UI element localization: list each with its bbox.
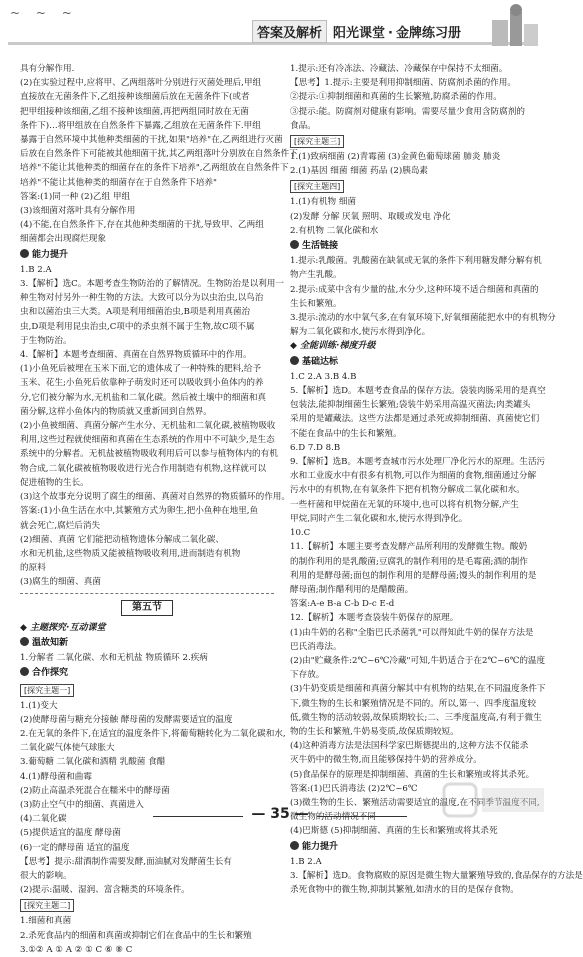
text-line: 酵母菌;制作醋利用的是醋酸菌。 [290,584,414,595]
right-column [290,62,583,897]
text-line: 玉米、花生;小鱼死后依靠种子萌发时还可以吸收到小鱼体内的养 [20,378,264,389]
answer-badge: 答案及解析 [252,20,327,43]
text-line: 1.提示:乳酸菌。乳酸菌在缺氧或无氧的条件下利用糖发酵分解有机 [290,256,542,267]
text-line: (3)牛奶变质是细菌和真菌分解其中有机物的结果,在不同温度条件下 [290,684,546,695]
text-line: 3.【解析】选C。本题考查生物防治的了解情况。生物防治是以利用一 [20,279,284,290]
title-separator: · [388,26,393,41]
text-line: ②提示:①抑制细菌和真菌的生长繁殖,防腐杀菌的作用。 [290,92,502,103]
text-line: (3)这个故事充分说明了腐生的细菌、真菌对自然界的物质循环的作用。 [20,492,290,503]
text-line: 一些杆菌和甲烷菌在无氧的环境中,也可以将有机物分解,产生 [290,499,519,510]
text-line: 12.【解析】本题考查袋装牛奶保存的原理。 [290,613,459,624]
text-line: 2.杀死食品内的细菌和真菌或抑制它们在食品中的生长和繁殖 [20,930,252,941]
text-line: 下存放。 [290,670,325,681]
text-line: 细菌都会出现腐烂现象 [20,234,106,245]
text-line: 1.C 2.A 3.B 4.B [290,371,357,382]
text-line: 3.提示:流动的水中氧气多,在有氧环境下,好氧细菌能把水中的有机物分 [290,313,556,324]
text-line: 物的生长和繁殖,牛奶易变质,故保质期较短。 [290,726,459,737]
text-line: 污水中的有机物,在有氧条件下把有机物分解成二氧化碳和水。 [290,485,525,496]
section-heading [20,248,68,262]
band-heading: ◆ 全能训练·梯度升级 [290,341,376,352]
text-line: 生长和繁殖。 [290,298,342,309]
section-heading-text: 能力提升 [32,249,69,260]
text-line: (2)使酵母菌与糖充分接触 酵母菌的发酵需要适宜的温度 [20,714,233,725]
text-line: 3.①② A ① A ② ① C ⑥ ⑧ C [20,944,133,955]
section-bullet-icon [290,841,299,850]
text-line: 食品。 [290,120,316,131]
text-line: 1.细菌和真菌 [20,916,72,927]
topic-label: [探究主题四] [290,180,344,193]
text-line: 杀死食物中的微生物,抑制其繁殖,如清水的目的是保存食物。 [290,885,519,896]
text-line: 二氧化碳气体使气球胀大 [20,743,115,754]
section-bullet-icon [290,356,299,365]
section-heading [290,840,338,854]
text-line: (1)由牛奶的名称"全脂巴氏杀菌乳"可以得知此牛奶的保存方法是 [290,627,534,638]
text-line: 后放在自然条件下可能被其他细菌干扰,其乙两组落叶分别放在自然条件下 [20,149,298,160]
text-line: (2)由"贮藏条件:2℃~6℃冷藏"可知,牛奶适合于在2℃~6℃的温度 [290,655,546,666]
text-line: 虫,D项是利用昆虫治虫,C项中的杀虫剂不属于生物,故C项不属 [20,321,255,332]
section-heading [20,636,68,650]
text-line: 1.(1)有机物 细菌 [290,197,357,208]
section-heading [20,666,68,680]
watermark-logo-icon [440,778,550,826]
text-line: (5)提供适宜的温度 酵母菌 [20,828,121,839]
section-bullet-icon [20,637,29,646]
text-line: 把甲组接种该细菌,乙组不接种该细菌,再把两组同时放在无菌 [20,106,249,117]
text-line: (4)巴斯德 (5)抑制细菌、真菌的生长和繁殖或将其杀死 [290,826,498,837]
text-line: (2)防止高温杀死混合在糯米中的酵母菌 [20,785,170,796]
text-line: 灭牛奶中的微生物,而且能够保持牛奶的营养成分。 [290,755,482,766]
text-line: 11.【解析】本题主要考查发酵产品所利用的发酵微生物。酸奶 [290,542,528,553]
text-line: 促进植物的生长。 [20,477,89,488]
text-line: (2)在实验过程中,应将甲、乙两组落叶分别进行灭菌处理后,甲组 [20,78,262,89]
text-line: 3.【解析】选D。食物腐败的原因是微生物大量繁殖导致的,食品保存的方法是 [290,870,583,881]
text-line: 9.【解析】选B。本题考查城市污水处理厂净化污水的原理。生活污 [290,457,546,468]
text-line: 2.有机物 二氧化碳和水 [290,225,379,236]
text-line: 10.C [290,528,311,539]
text-line: 答案:(1)巴氏消毒法 (2)2℃~6℃ [290,783,418,794]
text-line: 菌分解,这样小鱼体内的物质就又重新回到自然界。 [20,406,212,417]
text-line: 3.葡萄糖 二氧化碳和酒精 乳酸菌 食醋 [20,757,166,768]
section-divider [20,593,274,595]
text-line: 物产生乳酸。 [290,270,342,281]
section-heading-text: 能力提升 [302,841,339,852]
text-line: 2.提示:成菜中含有少量的盐,水分少,这种环境不适合细菌和真菌的 [290,284,539,295]
title-part-a: 阳光课堂 [333,26,386,41]
text-line: (4)这种消毒方法是法国科学家巴斯德提出的,这种方法不仅能杀 [290,741,529,752]
text-line: 利用,这些过程就使细菌和真菌在生态系统的作用中不可缺少,是生态 [20,435,275,446]
text-line: 系统中的分解者。无机盐被植物吸收利用后可以参与植物体内的有机 [20,449,278,460]
text-line: 采用的是罐藏法。这些方法都是通过杀死或抑制细菌、真菌使它们 [290,414,540,425]
text-line: 答案:(1)同一种 (2)乙组 甲组 [20,191,131,202]
section-bullet-icon [290,240,299,249]
text-line: 2.(1)基因 细菌 细菌 药品 (2)胰岛素 [290,166,429,177]
text-line: 就会死亡,腐烂后消失 [20,520,101,531]
text-line: (6)一定的酵母菌 适宜的温度 [20,842,130,853]
text-line: (3)腐生的细菌、真菌 [20,577,101,588]
text-line: 下,微生物的生长和繁殖情况是不同的。所以,第一、四季度温度较 [290,698,537,709]
section-heading-text: 温故知新 [32,637,69,648]
text-line: (4)二氧化碳 [20,814,67,825]
text-line: (2)提示:温暖、湿润、富含糖类的环境条件。 [20,885,190,896]
text-line: (2)小鱼被细菌、真菌分解产生水分、无机盐和二氧化碳,被植物吸收 [20,421,276,432]
text-line: 培养"不能让其他种类的细菌存在于自然条件下培养" [20,177,217,188]
text-line: 培养"不能让其他种类的细菌存在的条件下培养",乙两组放在自然条件下 [20,163,289,174]
text-line: 的制作利用的是乳酸菌;豆腐乳的制作利用的是毛霉菌;酒的制作 [290,556,528,567]
text-line: (4)不能,在自然条件下,存在其他种类细菌的干扰,导致甲、乙两组 [20,220,264,231]
section-heading [290,239,338,253]
book-title [252,20,461,43]
text-line: 【思考】1.提示:主要是利用抑制细菌、防腐剂杀菌的作用。 [290,78,516,89]
text-line: 条件下)…将甲组放在自然条件下暴露,乙组放在无菌条件下.甲组 [20,120,261,131]
text-line: 水和无机盐,这些物质又能被植物吸收利用,进而制造有机物 [20,548,241,559]
page-header [0,0,563,56]
text-line: 于生物防治。 [20,335,72,346]
text-line: 物合成,二氧化碳被植物吸收进行光合作用制造有机物,这样就可以 [20,463,267,474]
text-line: 暴露于自然环境中其他种类细菌的干扰,如果"培养"在,乙两组进行灭菌 [20,135,283,146]
building-illustration-icon [484,2,542,46]
text-line: 水和工业废水中有很多有机物,可以作为细菌的食物,细菌通过分解 [290,471,537,482]
birds-icon: ~ ~ ~ [10,6,78,20]
section-bullet-icon [20,667,29,676]
section-heading [290,355,338,369]
text-line: ③提示:能。防腐剂对健康有影响。需要尽量少食用含防腐剂的 [290,106,525,117]
topic-label: [探究主题二] [20,899,74,912]
text-line: 1.(1)致病细菌 (2)青霉菌 (3)金黄色葡萄球菌 肺炎 肺炎 [290,152,501,163]
band-heading: ◆ 主题探究·互动课堂 [20,622,106,633]
text-line: 5.【解析】选D。本题考查食品的保存方法。袋装肉肠采用的是真空 [290,386,546,397]
text-line: 【思考】提示:甜酒制作需要发酵,面油腻对发酵菌生长有 [20,856,232,867]
text-line: 分,它们被分解为水,无机盐和二氧化碳。然后被土壤中的细菌和真 [20,392,267,403]
text-line: 4.【解析】本题考查细菌、真菌在自然界物质循环中的作用。 [20,350,252,361]
topic-label: [探究主题一] [20,684,74,697]
text-line: 巴氏消毒法。 [290,641,342,652]
text-line: 解为二氧化碳和水,使污水得到净化。 [290,327,431,338]
text-line: 具有分解作用. [20,64,75,74]
text-line: 1.分解者 二氧化碳、水和无机盐 物质循环 2.疾病 [20,653,208,664]
text-line: 很大的影响。 [20,870,72,881]
text-line: 的原料 [20,563,46,574]
section-bullet-icon [20,249,29,258]
topic-label: [探究主题三] [290,135,344,148]
text-line: (2)细菌、真菌 它们能把动植物遗体分解成二氧化碳、 [20,534,224,545]
text-line: 1.B 2.A [290,856,322,867]
text-line: 直接放在无菌条件下,乙组接种该细菌后放在无菌条件下(或者 [20,92,250,103]
text-line: (3)防止空气中的细菌、真菌进入 [20,799,144,810]
text-line: 2.在无氧的条件下,在适宜的温度条件下,将葡萄糖转化为二氧化碳和水, [20,728,286,739]
text-line: (3)该细菌对落叶具有分解作用 [20,206,136,217]
title-part-b: 金牌练习册 [395,26,461,41]
text-line: (5)食品保存的原理是抑制细菌、真菌的生长和繁殖或将其杀死。 [290,769,535,780]
text-line: 答案:(1)小鱼生活在水中,其繁殖方式为卵生,把小鱼种在地里,鱼 [20,506,259,517]
text-line: 不能在食品中的生长和繁殖。 [290,428,402,439]
text-line: 包装法,能抑制细菌生长繁殖;袋装牛奶采用高温灭菌法;肉类罐头 [290,400,531,411]
text-line: 6.D 7.D 8.B [290,442,341,453]
page-number: — 35 — [245,806,315,822]
text-line: 4.(1)酵母菌和曲霉 [20,771,92,782]
text-line: 1.B 2.A [20,264,52,275]
section-heading-text: 基础达标 [302,356,339,367]
text-line: 低,微生物的活动较弱,故保质期较长;二、三季度温度高,有利于微生 [290,712,542,723]
text-line: 种生物对付另外一种生物的方法。大致可以分为以虫治虫,以鸟治 [20,293,264,304]
section-heading-text: 生活链接 [302,241,339,252]
text-line: 虫和以菌治虫三大类。A项是利用细菌治虫,B项是利用真菌治 [20,307,251,318]
text-line: 甲烷,同时产生二氧化碳和水,使污水得到净化。 [290,513,468,524]
text-line: 1.提示:还有冷冻法、冷藏法、冷藏保存中保持不太细菌。 [290,64,508,74]
text-line: (2)发酵 分解 厌氧 照明、取暖或发电 净化 [290,211,451,222]
section-title: 第五节 [121,600,173,616]
section-heading-text: 合作探究 [32,668,69,679]
text-line: 1.(1)变大 [20,700,58,711]
text-line: (1)小鱼死后被埋在玉米下面,它的遗体成了一种特殊的肥料,给予 [20,364,262,375]
text-line: 微生物的活动情况不同 [290,812,376,823]
text-line: 利用的是酵母菌;面包的制作利用的是酵母菌;馒头的制作利用的是 [290,570,537,581]
text-line: (3)微生物的生长、繁殖活动需要适宜的温度,在不同季节温度不同, [290,797,540,808]
text-line: 答案:A-e B-a C-b D-c E-d [290,599,395,610]
